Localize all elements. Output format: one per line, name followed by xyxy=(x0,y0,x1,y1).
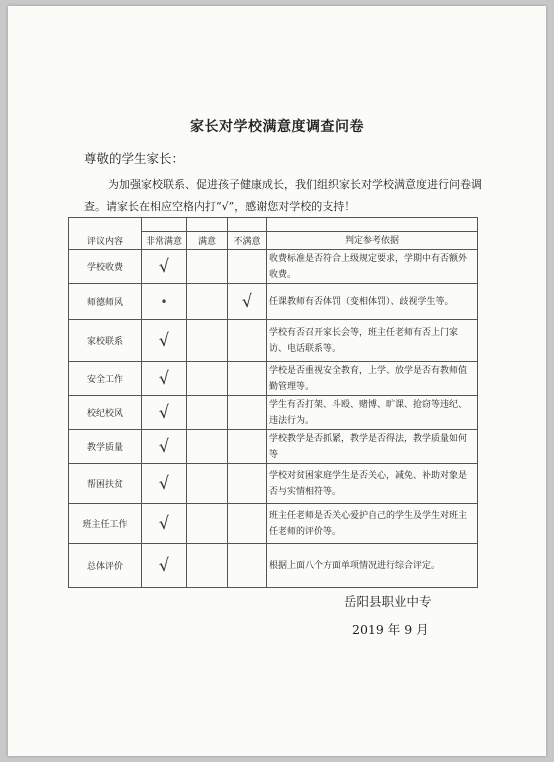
header-very-satisfied: 非常满意 xyxy=(142,232,187,250)
greeting: 尊敬的学生家长： xyxy=(84,151,185,166)
row-category: 家校联系 xyxy=(69,320,142,362)
check-mark: √ xyxy=(157,367,171,390)
cell-satisfied[interactable] xyxy=(187,396,228,430)
cell-unsatisfied[interactable] xyxy=(228,250,267,284)
cell-unsatisfied[interactable] xyxy=(228,464,267,504)
row-basis: 任课教师有否体罚（变相体罚）、歧视学生等。 xyxy=(267,284,478,320)
row-basis: 学校是否重视安全教育，上学、放学是否有教师值勤管理等。 xyxy=(267,362,478,396)
row-basis: 学校有否召开家长会等，班主任老师有否上门家访、电话联系等。 xyxy=(267,320,478,362)
check-mark: √ xyxy=(157,255,171,278)
cell-very-satisfied[interactable] xyxy=(142,396,187,430)
row-basis: 班主任老师是否关心爱护自己的学生及学生对班主任老师的评价等。 xyxy=(267,504,478,544)
cell-unsatisfied[interactable] xyxy=(228,504,267,544)
cell-satisfied[interactable] xyxy=(187,320,228,362)
row-category: 学校收费 xyxy=(69,250,142,284)
cell-very-satisfied[interactable] xyxy=(142,250,187,284)
cell-satisfied[interactable] xyxy=(187,504,228,544)
row-category: 帮困扶贫 xyxy=(69,464,142,504)
document-date: 2019 年 9 月 xyxy=(352,622,429,637)
cell-satisfied[interactable] xyxy=(187,544,228,588)
survey-table xyxy=(68,217,478,588)
cell-very-satisfied[interactable] xyxy=(142,284,187,320)
row-basis: 收费标准是否符合上级规定要求，学期中有否额外收费。 xyxy=(267,250,478,284)
cell-satisfied[interactable] xyxy=(187,464,228,504)
header-basis: 判定参考依据 xyxy=(267,232,478,250)
row-basis: 根据上面八个方面单项情况进行综合评定。 xyxy=(267,544,478,588)
cell-very-satisfied[interactable] xyxy=(142,362,187,396)
cell-unsatisfied[interactable] xyxy=(228,284,267,320)
cell-very-satisfied[interactable] xyxy=(142,504,187,544)
cell-very-satisfied[interactable] xyxy=(142,430,187,464)
cell-unsatisfied[interactable] xyxy=(228,362,267,396)
table-row xyxy=(69,544,478,588)
row-basis: 学生有否打架、斗殴、赌博、旷课、抢窃等违纪、违法行为。 xyxy=(267,396,478,430)
dot-mark: • xyxy=(160,294,168,309)
table-row xyxy=(69,464,478,504)
table-row xyxy=(69,362,478,396)
cell-satisfied[interactable] xyxy=(187,250,228,284)
table-row xyxy=(69,396,478,430)
check-mark: √ xyxy=(157,512,171,535)
cell-very-satisfied[interactable] xyxy=(142,320,187,362)
table-top-row xyxy=(69,218,478,232)
cell-very-satisfied[interactable] xyxy=(142,544,187,588)
check-mark: √ xyxy=(157,472,171,495)
cell-satisfied[interactable] xyxy=(187,284,228,320)
row-basis: 学校对贫困家庭学生是否关心，减免、补助对象是否与实情相符等。 xyxy=(267,464,478,504)
intro-paragraph: 为加强家校联系、促进孩子健康成长，我们组织家长对学校满意度进行问卷调查。请家长在相应空格内打“√”，感谢您对学校的支持！ xyxy=(84,178,482,213)
check-mark: √ xyxy=(240,290,254,313)
header-unsatisfied: 不满意 xyxy=(228,232,267,250)
table-row xyxy=(69,320,478,362)
table-row xyxy=(69,284,478,320)
row-category: 总体评价 xyxy=(69,544,142,588)
check-mark: √ xyxy=(157,401,171,424)
table-row xyxy=(69,430,478,464)
check-mark: √ xyxy=(157,554,171,577)
cell-unsatisfied[interactable] xyxy=(228,396,267,430)
school-name: 岳阳县职业中专 xyxy=(344,594,432,609)
row-basis: 学校教学是否抓紧，教学是否得法，教学质量如何等 xyxy=(267,430,478,464)
table-row xyxy=(69,504,478,544)
cell-satisfied[interactable] xyxy=(187,430,228,464)
check-mark: √ xyxy=(157,435,171,458)
check-mark: √ xyxy=(157,329,171,352)
row-category: 安全工作 xyxy=(69,362,142,396)
page-title: 家长对学校满意度调查问卷 xyxy=(190,119,364,135)
cell-unsatisfied[interactable] xyxy=(228,430,267,464)
row-category: 师德师风 xyxy=(69,284,142,320)
row-category: 班主任工作 xyxy=(69,504,142,544)
cell-satisfied[interactable] xyxy=(187,362,228,396)
header-category: 评议内容 xyxy=(69,218,142,250)
cell-unsatisfied[interactable] xyxy=(228,544,267,588)
table-row xyxy=(69,250,478,284)
header-satisfied: 满意 xyxy=(187,232,228,250)
row-category: 校纪校风 xyxy=(69,396,142,430)
cell-very-satisfied[interactable] xyxy=(142,464,187,504)
row-category: 教学质量 xyxy=(69,430,142,464)
cell-unsatisfied[interactable] xyxy=(228,320,267,362)
